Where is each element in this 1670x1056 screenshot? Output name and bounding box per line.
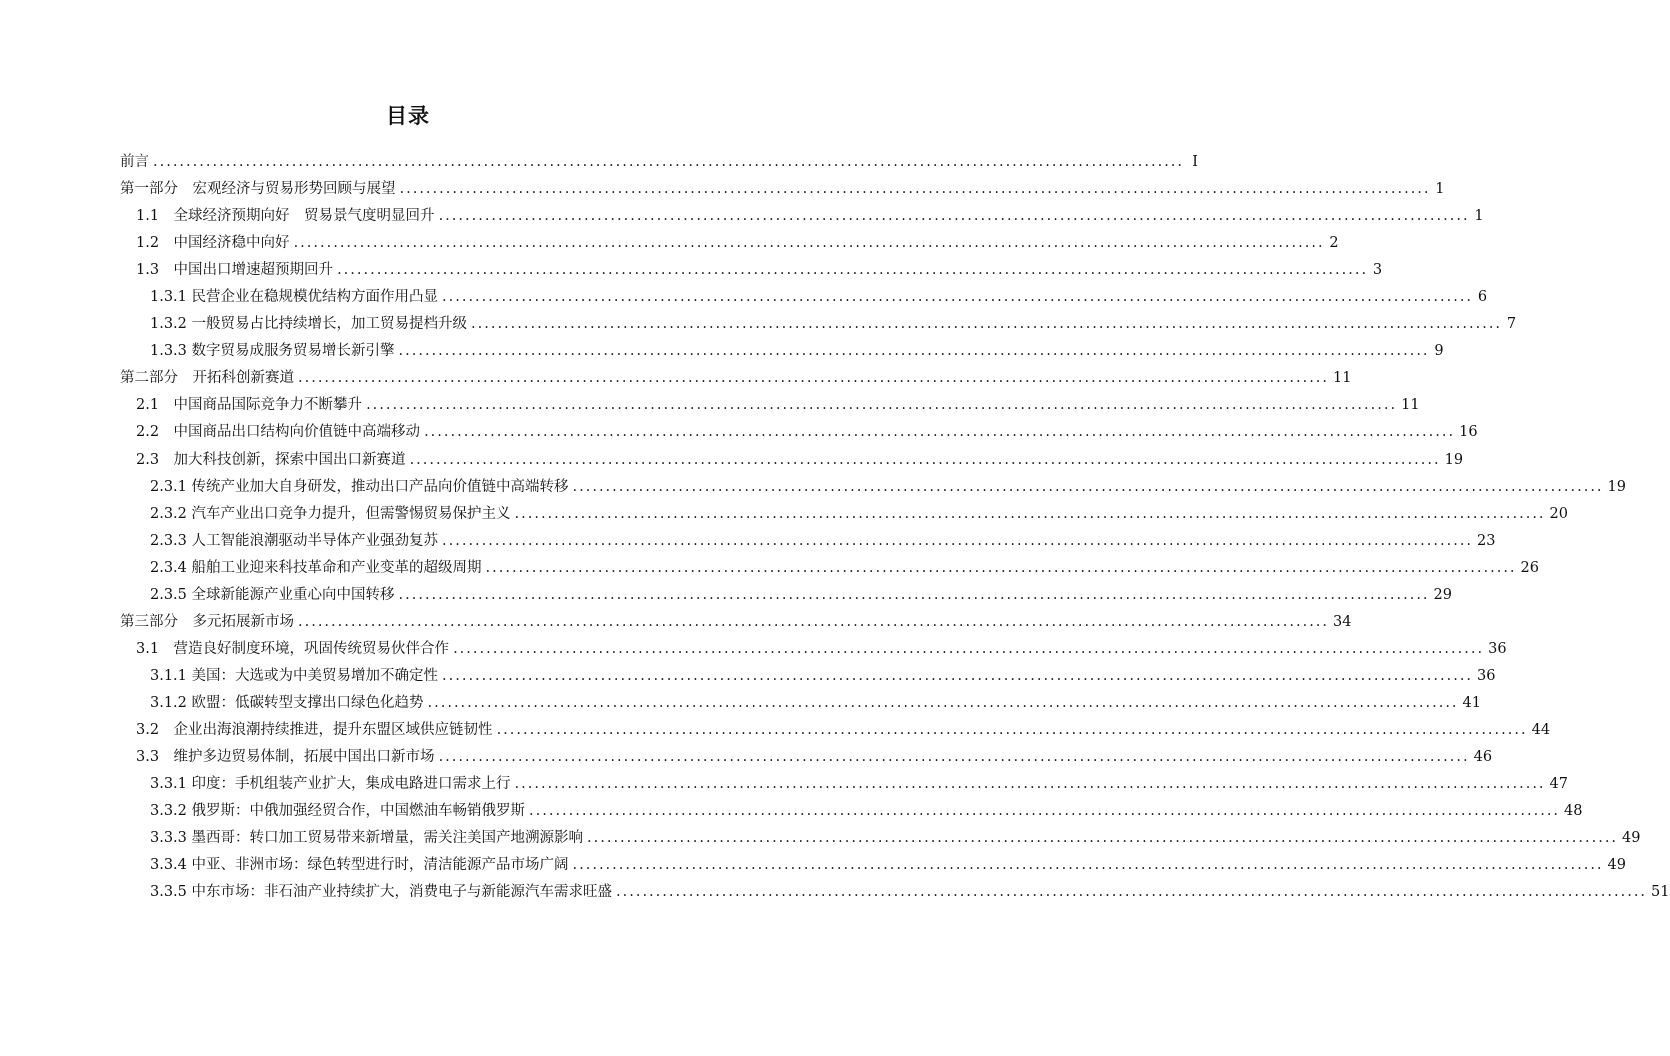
toc-page-number: 36	[1477, 667, 1496, 684]
toc-entry[interactable]	[120, 718, 1551, 745]
toc-entry[interactable]	[120, 556, 1539, 583]
toc-leader-dots	[616, 884, 1647, 900]
toc-leader-dots	[366, 397, 1397, 413]
toc-page-number: 11	[1333, 370, 1352, 387]
toc-page-number: 1	[1474, 208, 1484, 225]
toc-entry-title: 2.1 中国商品国际竞争力不断攀升	[136, 397, 363, 414]
toc-entry-title: 3.1.1 美国：大选或为中美贸易增加不确定性	[150, 667, 439, 684]
toc-leader-dots	[453, 641, 1484, 657]
toc-leader-dots	[298, 614, 1329, 630]
toc-entry[interactable]	[120, 393, 1420, 420]
toc-entry[interactable]	[120, 610, 1352, 637]
toc-page-number: 41	[1462, 694, 1481, 711]
toc-entry[interactable]	[120, 258, 1383, 285]
toc-page-number: 49	[1607, 857, 1626, 874]
toc-entry[interactable]	[120, 366, 1352, 393]
toc-leader-dots	[294, 235, 1325, 251]
toc-entry-title: 1.3.1 民营企业在稳规模优结构方面作用凸显	[150, 289, 439, 306]
toc-page-number: 34	[1333, 613, 1352, 630]
toc-leader-dots	[573, 857, 1604, 873]
toc-entry[interactable]	[120, 150, 1199, 177]
toc-leader-dots	[439, 208, 1470, 224]
toc-page-number: 19	[1607, 478, 1626, 495]
toc-entry-title: 3.3 维护多边贸易体制，拓展中国出口新市场	[136, 749, 435, 766]
toc-leader-dots	[515, 506, 1546, 522]
table-of-contents	[120, 150, 1670, 907]
toc-entry-title: 前言	[120, 154, 149, 170]
toc-page-number: I	[1192, 154, 1199, 170]
toc-page-number: 44	[1531, 721, 1551, 738]
toc-page-number: 26	[1520, 559, 1539, 576]
toc-entry[interactable]	[120, 799, 1583, 826]
toc-leader-dots	[497, 722, 1528, 738]
toc-entry-title: 第三部分 多元拓展新市场	[120, 613, 294, 630]
toc-leader-dots	[399, 587, 1430, 603]
toc-leader-dots	[515, 776, 1546, 792]
toc-page-number: 51	[1651, 884, 1670, 901]
toc-entry-title: 3.1 营造良好制度环境，巩固传统贸易伙伴合作	[136, 640, 450, 657]
toc-entry-title: 3.3.3 墨西哥：转口加工贸易带来新增量，需关注美国产地溯源影响	[150, 830, 584, 847]
toc-entry[interactable]	[120, 177, 1445, 204]
toc-entry[interactable]	[120, 583, 1452, 610]
toc-entry-title: 1.1 全球经济预期向好 贸易景气度明显回升	[136, 208, 435, 225]
toc-page-number: 16	[1459, 424, 1478, 441]
toc-page-number: 47	[1549, 776, 1568, 793]
toc-leader-dots	[573, 479, 1604, 495]
toc-entry[interactable]	[120, 745, 1493, 772]
toc-page-number: 20	[1549, 505, 1568, 522]
toc-leader-dots	[442, 668, 1473, 684]
toc-entry-title: 2.3.3 人工智能浪潮驱动半导体产业强劲复苏	[150, 532, 439, 549]
toc-page-number: 48	[1564, 803, 1583, 820]
toc-entry[interactable]	[120, 231, 1339, 258]
toc-leader-dots	[428, 695, 1459, 711]
toc-entry-title: 2.3.5 全球新能源产业重心向中国转移	[150, 586, 395, 603]
toc-leader-dots	[442, 533, 1473, 549]
toc-entry-title: 2.3 加大科技创新，探索中国出口新赛道	[136, 451, 406, 468]
toc-leader-dots	[529, 803, 1560, 819]
toc-page-number: 36	[1488, 640, 1507, 657]
toc-leader-dots	[439, 749, 1470, 765]
toc-page-number: 23	[1477, 532, 1496, 549]
toc-leader-dots	[337, 262, 1368, 278]
toc-page-number: 9	[1434, 343, 1444, 360]
page-title: 目录	[386, 104, 430, 128]
toc-entry-title: 3.3.4 中亚、非洲市场：绿色转型进行时，清洁能源产品市场广阔	[150, 857, 569, 874]
toc-page-number: 7	[1506, 316, 1517, 333]
toc-leader-dots	[486, 560, 1517, 576]
toc-entry-title: 3.1.2 欧盟：低碳转型支撑出口绿色化趋势	[150, 694, 424, 711]
toc-entry-title: 3.3.2 俄罗斯：中俄加强经贸合作，中国燃油车畅销俄罗斯	[150, 803, 526, 820]
toc-leader-dots	[587, 830, 1618, 846]
toc-page-number: 49	[1622, 830, 1641, 847]
toc-entry-title: 1.3 中国出口增速超预期回升	[136, 262, 334, 279]
toc-entry-title: 2.3.1 传统产业加大自身研发，推动出口产品向价值链中高端转移	[150, 478, 569, 495]
toc-entry[interactable]	[120, 853, 1626, 880]
toc-page-number: 3	[1372, 262, 1383, 279]
toc-entry[interactable]	[120, 826, 1641, 853]
toc-entry[interactable]	[120, 529, 1496, 556]
toc-entry-title: 1.3.2 一般贸易占比持续增长，加工贸易提档升级	[150, 316, 468, 333]
toc-leader-dots	[298, 370, 1329, 386]
toc-entry[interactable]	[120, 339, 1444, 366]
toc-entry[interactable]	[120, 637, 1507, 664]
toc-entry[interactable]	[120, 691, 1481, 718]
toc-entry[interactable]	[120, 880, 1670, 907]
toc-entry-title: 2.3.2 汽车产业出口竞争力提升，但需警惕贸易保护主义	[150, 505, 511, 522]
toc-entry-title: 3.3.5 中东市场：非石油产业持续扩大，消费电子与新能源汽车需求旺盛	[150, 884, 613, 901]
toc-entry-title: 1.2 中国经济稳中向好	[136, 235, 290, 252]
toc-entry-title: 第二部分 开拓科创新赛道	[120, 370, 294, 387]
toc-entry[interactable]	[120, 664, 1496, 691]
toc-entry-title: 1.3.3 数字贸易成服务贸易增长新引擎	[150, 343, 395, 360]
toc-page-number: 11	[1401, 397, 1420, 414]
toc-entry[interactable]	[120, 448, 1464, 475]
toc-page-number: 19	[1444, 451, 1464, 468]
toc-leader-dots	[471, 316, 1502, 332]
toc-page-number: 1	[1435, 181, 1445, 198]
toc-leader-dots	[424, 424, 1455, 440]
toc-entry[interactable]	[120, 502, 1568, 529]
toc-entry[interactable]	[120, 285, 1488, 312]
toc-page-number: 2	[1329, 235, 1339, 252]
toc-entry-title: 3.3.1 印度：手机组装产业扩大，集成电路进口需求上行	[150, 776, 511, 793]
toc-entry-title: 3.2 企业出海浪潮持续推进，提升东盟区域供应链韧性	[136, 721, 493, 738]
toc-entry-title: 第一部分 宏观经济与贸易形势回顾与展望	[120, 181, 396, 198]
toc-leader-dots	[153, 154, 1184, 170]
toc-entry-title: 2.2 中国商品出口结构向价值链中高端移动	[136, 424, 421, 441]
toc-leader-dots	[400, 181, 1431, 197]
toc-entry-title: 2.3.4 船舶工业迎来科技革命和产业变革的超级周期	[150, 559, 482, 576]
toc-entry[interactable]	[120, 312, 1517, 339]
toc-entry[interactable]	[120, 772, 1568, 799]
toc-page-number: 6	[1477, 289, 1488, 306]
toc-entry[interactable]	[120, 475, 1626, 502]
toc-entry[interactable]	[120, 204, 1484, 231]
toc-entry[interactable]	[120, 420, 1478, 447]
toc-leader-dots	[410, 452, 1441, 468]
toc-page-number: 29	[1433, 586, 1452, 603]
toc-leader-dots	[442, 289, 1473, 305]
toc-leader-dots	[399, 343, 1430, 359]
toc-page-number: 46	[1473, 749, 1493, 766]
